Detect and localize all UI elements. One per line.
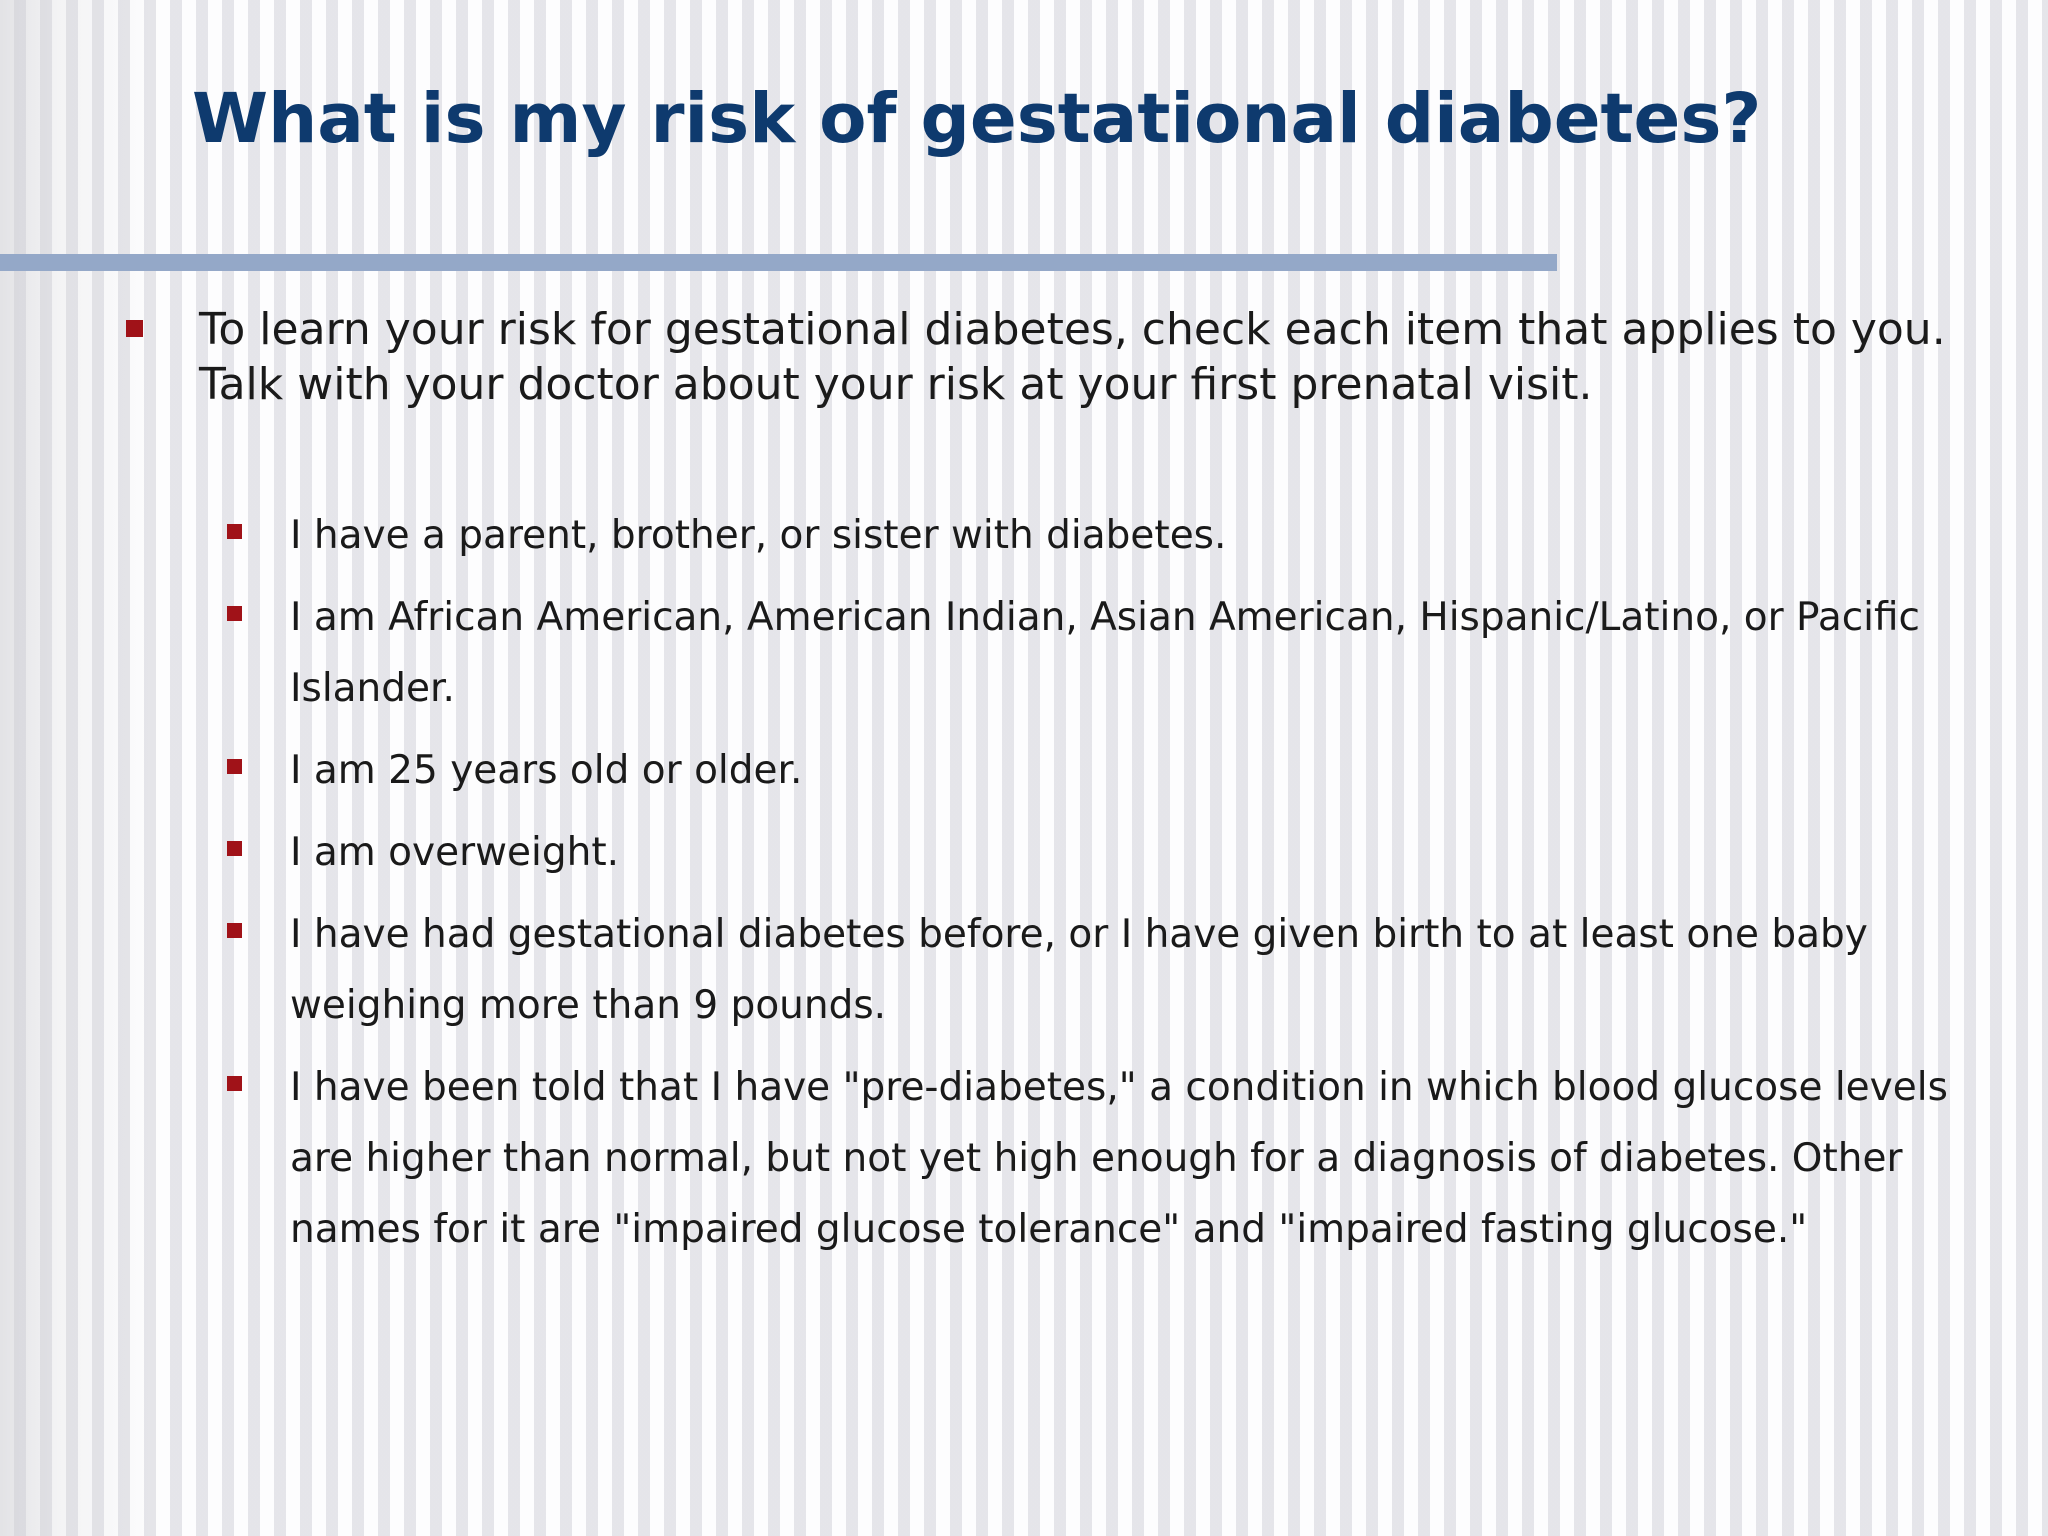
square-bullet-icon (227, 841, 242, 856)
risk-item-text: I have been told that I have "pre-diabetes," a condition in which blood glucose levels are higher than normal, but not yet high enough for a diagnosis of diabetes. Other names for it are "impaired glucose tolerance" and "impaired fasting glucose." (290, 1065, 1948, 1252)
risk-item-age (227, 735, 2017, 806)
square-bullet-icon (227, 759, 242, 774)
risk-checklist (227, 500, 2017, 1276)
title-divider (0, 254, 1557, 271)
risk-item-text: I am African American, American Indian, Asian American, Hispanic/Latino, or Pacific Islander. (290, 595, 1921, 711)
risk-item-text: I have a parent, brother, or sister with diabetes. (290, 513, 1227, 558)
risk-item-pre-diabetes (227, 1052, 2017, 1265)
square-bullet-icon (227, 923, 242, 938)
intro-item (124, 302, 2004, 412)
intro-list (124, 302, 2004, 412)
slide-title: What is my risk of gestational diabetes? (192, 79, 1762, 159)
risk-item-text: I have had gestational diabetes before, or I have given birth to at least one baby weighing more than 9 pounds. (290, 912, 1868, 1028)
risk-item-family-history (227, 500, 2017, 571)
square-bullet-icon (126, 320, 143, 337)
risk-item-ethnicity (227, 582, 2017, 724)
risk-item-prior-gestational-diabetes (227, 899, 2017, 1041)
square-bullet-icon (227, 1076, 242, 1091)
square-bullet-icon (227, 524, 242, 539)
risk-item-text: I am overweight. (290, 830, 620, 875)
square-bullet-icon (227, 606, 242, 621)
risk-item-text: I am 25 years old or older. (290, 748, 803, 793)
risk-item-overweight (227, 817, 2017, 888)
intro-text: To learn your risk for gestational diabetes, check each item that applies to you. Talk with your doctor about your risk at your first prenatal visit. (199, 304, 1946, 410)
